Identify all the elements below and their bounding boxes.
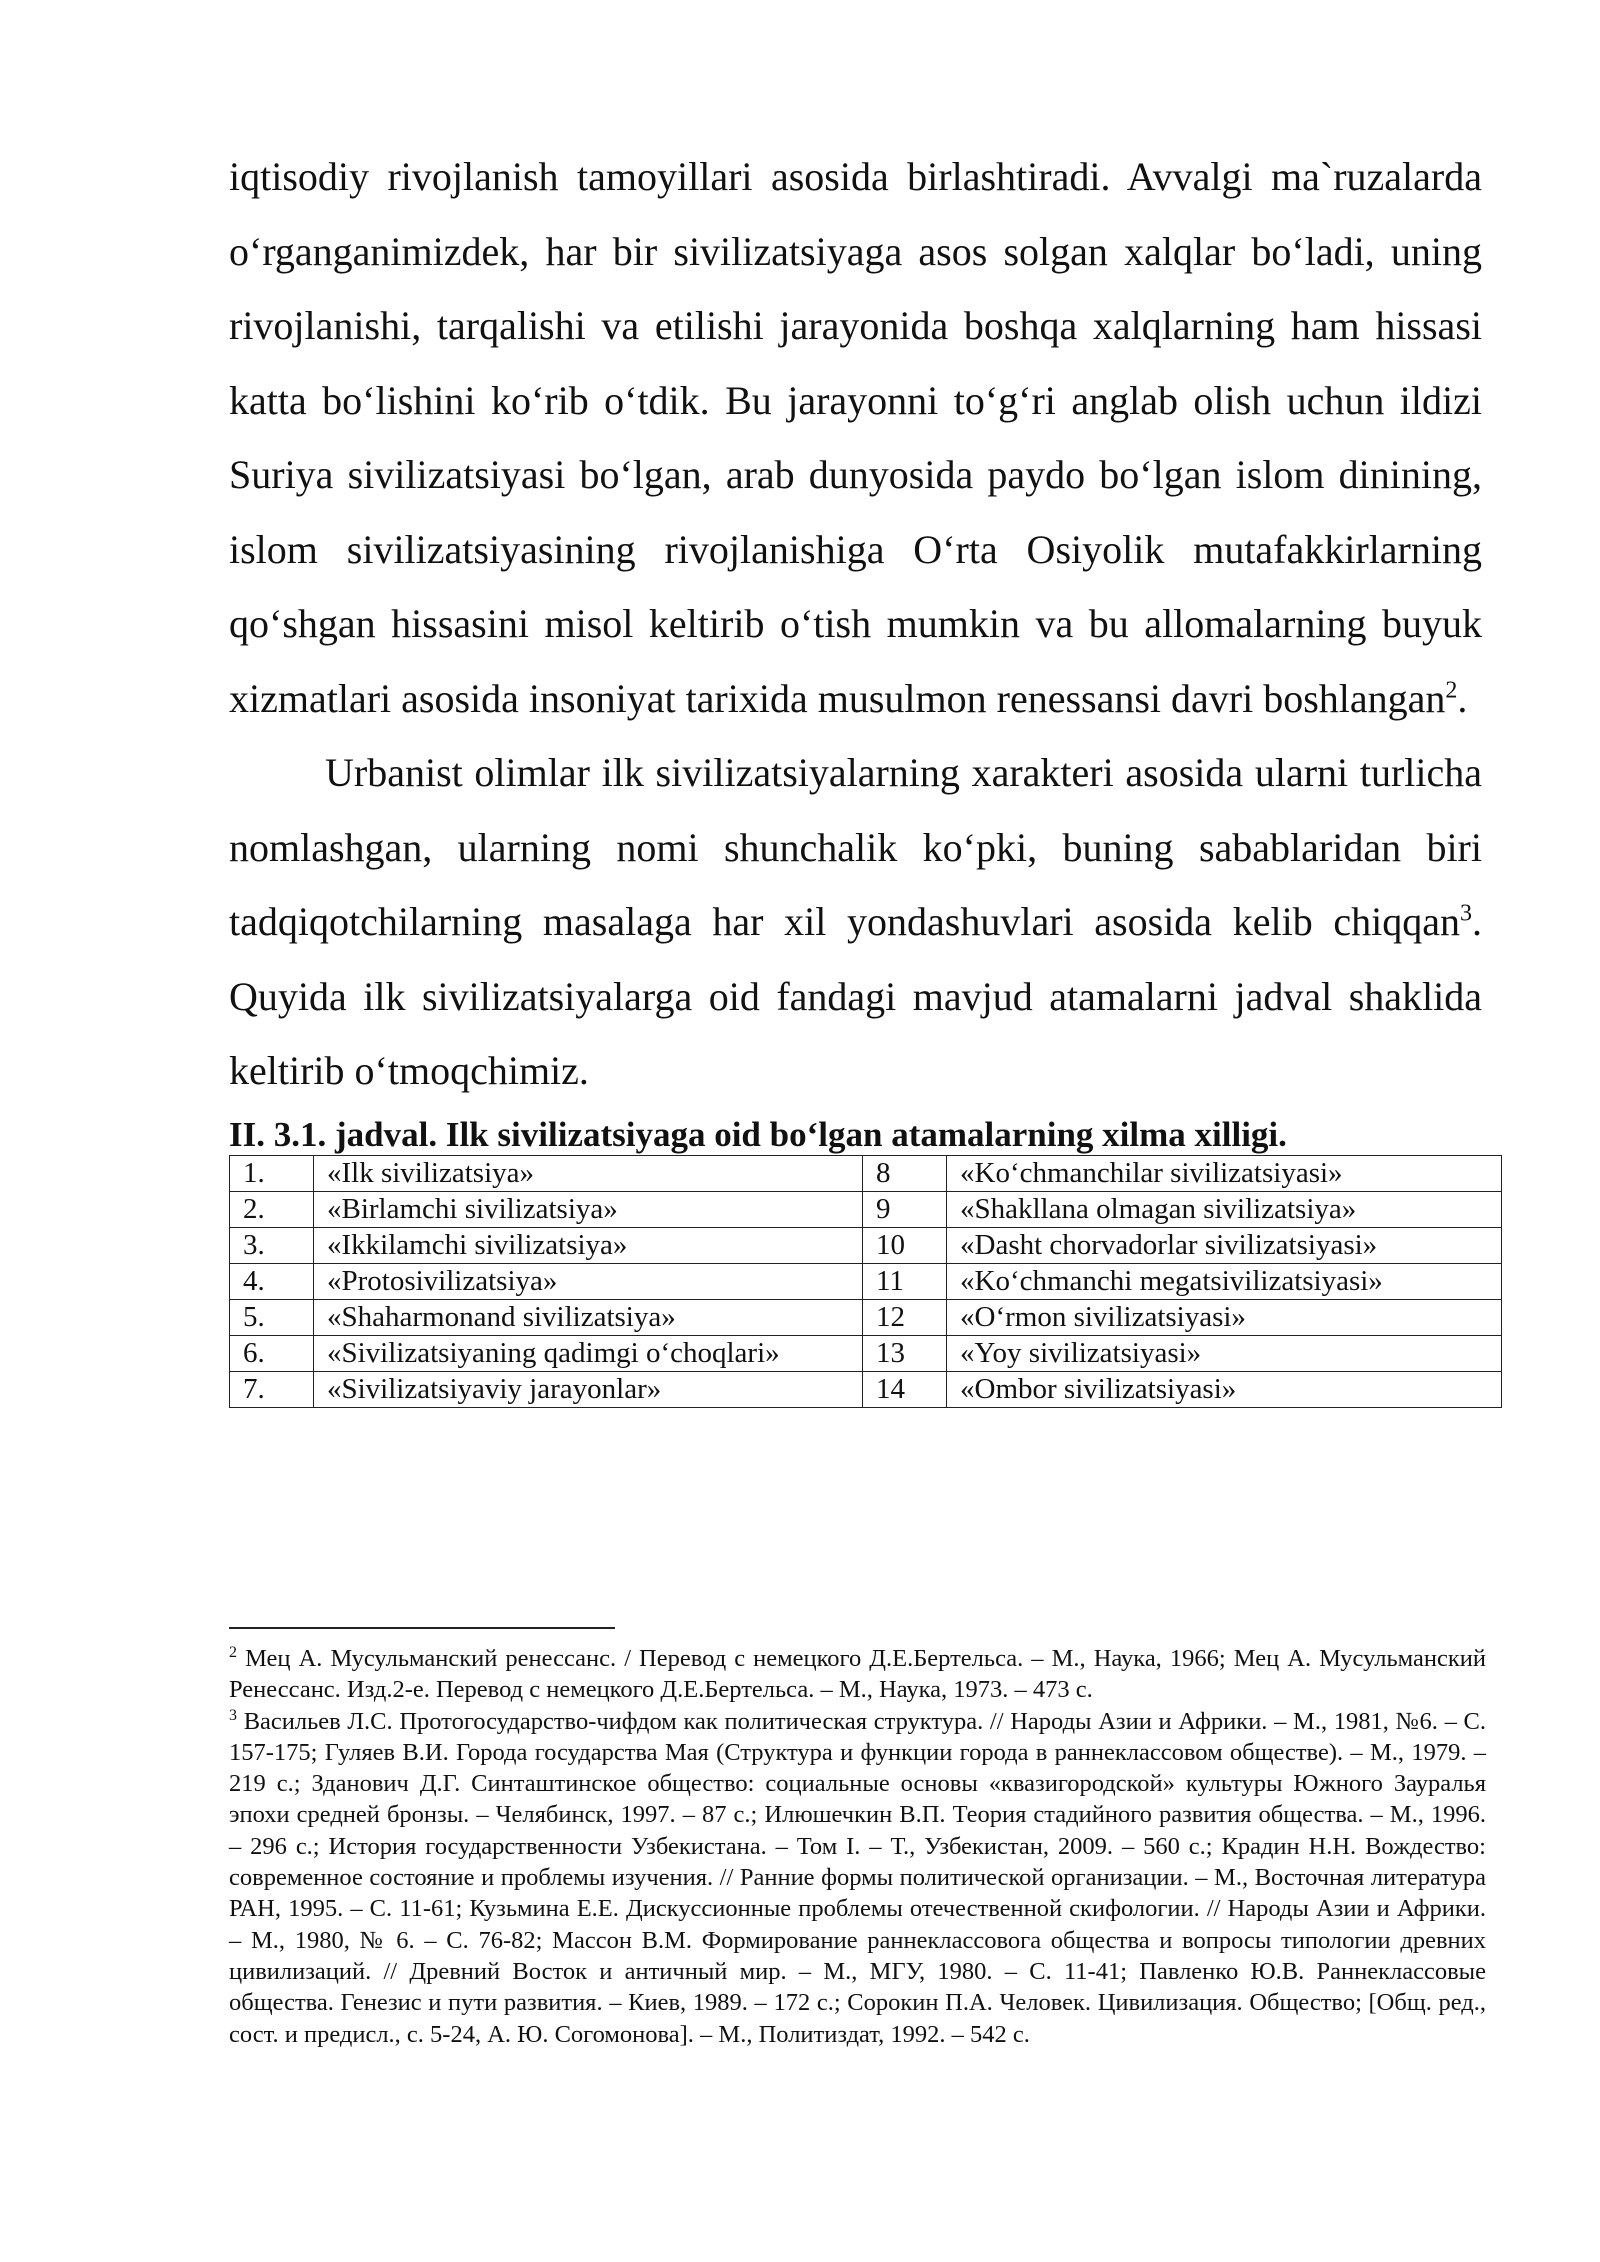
footnotes — [229, 1627, 1486, 2050]
footnote-mark: 2 — [229, 1643, 237, 1661]
paragraph-2-text: Urbanist olimlar ilk sivilizatsiyalarning xarakteri asosida ularni turlicha nomlashgan, ularning nomi shunchalik ko‘pki, buning sabablaridan biri tadqiqotchilarning masalaga har xil yondashuvlari asosida kelib chiqqan — [229, 750, 1482, 944]
table-cell-row-number: 13 — [863, 1335, 947, 1371]
table-cell-term: «Ko‘chmanchilar sivilizatsiyasi» — [947, 1155, 1502, 1191]
footnote-2 — [229, 1643, 1486, 1706]
footnote-text: Васильев Л.С. Протогосударство-чифдом как политическая структура. // Народы Азии и Африки. – М., 1981, №6. – С. 157-175; Гуляев В.И. Города государства Мая (Структура и функции города в раннеклассовом обществе). – М., 1979. – 219 с.; Зданович Д.Г. Синташтинское общество: социальные основы «квазигородской» культуры Южного Зауралья эпохи средней бронзы. – Челябинск, 1997. – 87 с.; Илюшечкин В.П. Теория стадийного развития общества. – М., 1996. – 296 с.; История государственности Узбекистана. – Том I. – Т., Узбекистан, 2009. – 560 с.; Крадин Н.Н. Вождество: современное состояние и проблемы изучения. // Ранние формы политической организации. – М., Восточная литература РАН, 1995. – С. 11-61; Кузьмина Е.Е. Дискуссионные проблемы отечественной скифологии. // Народы Азии и Африки. – М., 1980, № 6. – С. 76-82; Массон В.М. Формирование раннеклассовога общества и вопросы типологии древних цивилизаций. // Древний Восток и античный мир. – М., МГУ, 1980. – С. 11-41; Павленко Ю.В. Раннеклассовые общества. Генезис и пути развития. – Киев, 1989. – 172 с.; Сорокин П.А. Человек. Цивилизация. Общество; [Общ. ред., сост. и предисл., с. 5-24, А. Ю. Согомонова]. – М., Политиздат, 1992. – 542 с. — [229, 1707, 1486, 2048]
table-cell-term: «Shaharmonand sivilizatsiya» — [314, 1299, 863, 1335]
footnote-ref-2[interactable]: 2 — [1445, 677, 1458, 704]
paragraph-2-tail: . Quyida ilk sivilizatsiyalarga oid fandagi mavjud atamalarni jadval shaklida keltirib o‘tmoqchimiz. — [229, 899, 1482, 1093]
table-cell-term: «Birlamchi sivilizatsiya» — [314, 1191, 863, 1227]
table-row — [230, 1371, 1502, 1407]
footnote-separator — [229, 1627, 615, 1629]
table-cell-row-number: 11 — [863, 1263, 947, 1299]
table-cell-term: «Ombor sivilizatsiyasi» — [947, 1371, 1502, 1407]
table-cell-term: «Sivilizatsiyaning qadimgi o‘choqlari» — [314, 1335, 863, 1371]
table-cell-row-number: 12 — [863, 1299, 947, 1335]
table-row — [230, 1227, 1502, 1263]
table-row — [230, 1335, 1502, 1371]
table-cell-row-number: 8 — [863, 1155, 947, 1191]
table-cell-row-number: 10 — [863, 1227, 947, 1263]
footnote-ref-3[interactable]: 3 — [1460, 900, 1472, 927]
table-cell-term: «Protosivilizatsiya» — [314, 1263, 863, 1299]
table-caption: II. 3.1. jadval. Ilk sivilizatsiyaga oid bo‘lgan atamalarning xilma xilligi. — [229, 1114, 1287, 1154]
table-row — [230, 1191, 1502, 1227]
table-cell-term: «Ikkilamchi sivilizatsiya» — [314, 1227, 863, 1263]
footnote-mark: 3 — [229, 1706, 237, 1724]
paragraph-1-text: iqtisodiy rivojlanish tamoyillari asosida birlashtiradi. Avvalgi ma`ruzalarda o‘rganganimizdek, har bir sivilizatsiyaga asos solgan xalqlar bo‘ladi, uning rivojlanishi, tarqalishi va etilishi jarayonida boshqa xalqlarning ham hissasi katta bo‘lishini ko‘rib o‘tdik. Bu jarayonni to‘g‘ri anglab olish uchun ildizi Suriya sivilizatsiyasi bo‘lgan, arab dunyosida paydo bo‘lgan islom dinining, islom sivilizatsiyasining rivojlanishiga O‘rta Osiyolik mutafakkirlarning qo‘shgan hissasini misol keltirib o‘tish mumkin va bu allomalarning buyuk xizmatlari asosida insoniyat tarixida musulmon renessansi davri boshlangan — [229, 154, 1482, 721]
table-row — [230, 1299, 1502, 1335]
page-body — [229, 140, 1482, 1408]
table-cell-row-number: 5. — [230, 1299, 314, 1335]
table-cell-term: «O‘rmon sivilizatsiyasi» — [947, 1299, 1502, 1335]
table-cell-row-number: 3. — [230, 1227, 314, 1263]
paragraph-1 — [229, 140, 1482, 736]
paragraph-2 — [229, 736, 1482, 1109]
table-cell-term: «Ko‘chmanchi megatsivilizatsiyasi» — [947, 1263, 1502, 1299]
paragraph-1-tail: . — [1457, 675, 1468, 721]
table-cell-term: «Shakllana olmagan sivilizatsiya» — [947, 1191, 1502, 1227]
table-cell-row-number: 1. — [230, 1155, 314, 1191]
table-cell-row-number: 14 — [863, 1371, 947, 1407]
table-cell-row-number: 2. — [230, 1191, 314, 1227]
table-row — [230, 1263, 1502, 1299]
footnote-text: Мец А. Мусульманский ренессанс. / Перевод с немецкого Д.Е.Бертельса. – М., Наука, 1966; Мец А. Мусульманский Ренессанс. Изд.2-е. Перевод с немецкого Д.Е.Бертельса. – М., Наука, 1973. – 473 с. — [229, 1645, 1486, 1704]
table-cell-term: «Yoy sivilizatsiyasi» — [947, 1335, 1502, 1371]
table-cell-row-number: 4. — [230, 1263, 314, 1299]
table-cell-row-number: 9 — [863, 1191, 947, 1227]
table-cell-row-number: 7. — [230, 1371, 314, 1407]
table-cell-row-number: 6. — [230, 1335, 314, 1371]
footnote-3 — [229, 1706, 1486, 2050]
terms-table — [229, 1155, 1502, 1408]
table-cell-term: «Sivilizatsiyaviy jarayonlar» — [314, 1371, 863, 1407]
table-cell-term: «Ilk sivilizatsiya» — [314, 1155, 863, 1191]
table-row — [230, 1155, 1502, 1191]
table-cell-term: «Dasht chorvadorlar sivilizatsiyasi» — [947, 1227, 1502, 1263]
